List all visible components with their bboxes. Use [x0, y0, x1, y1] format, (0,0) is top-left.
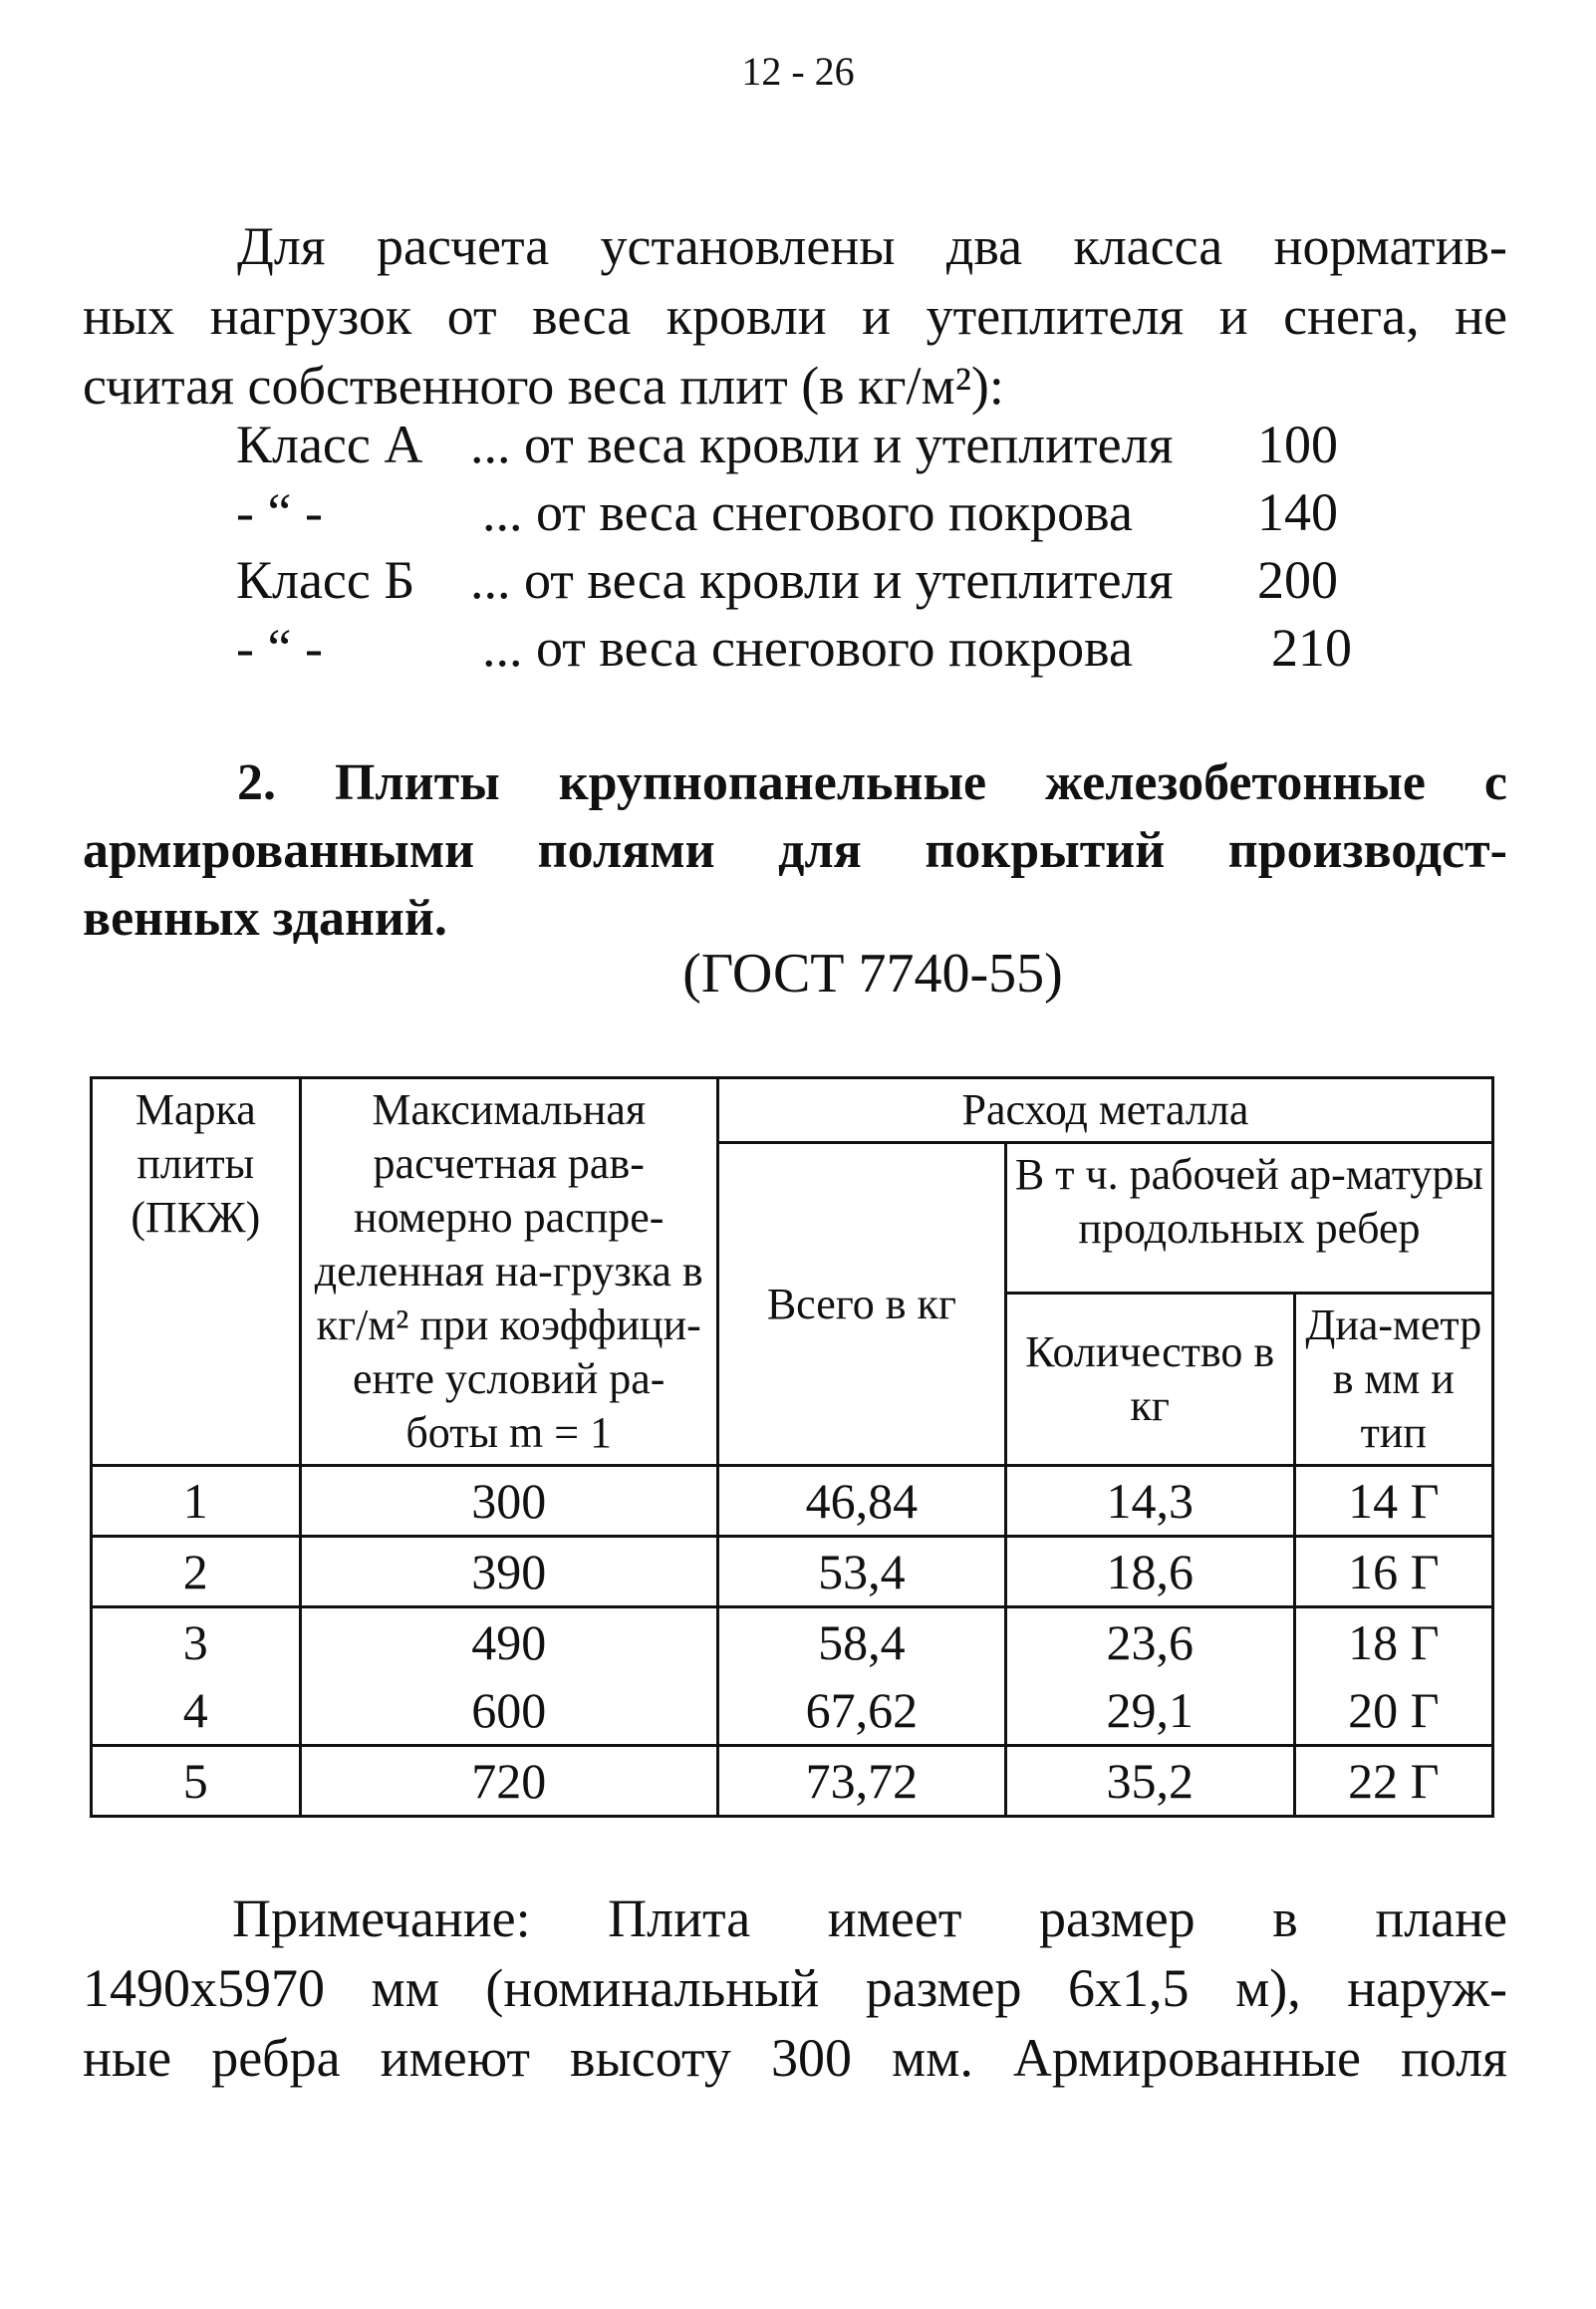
table-row — [92, 1466, 1493, 1537]
cell-quantity: 29,1 — [1005, 1676, 1294, 1746]
header-total: Всего в кг — [717, 1143, 1005, 1466]
slab-spec-table — [90, 1076, 1494, 1818]
cell-mark: 4 — [92, 1676, 301, 1746]
load-description: ... от веса снегового покрова — [482, 618, 1133, 678]
load-row — [236, 614, 1392, 682]
header-metal: Расход металла — [717, 1078, 1492, 1143]
cell-diameter: 22 Г — [1294, 1746, 1492, 1817]
note-line-2: 1490х5970 мм (номинальный размер 6х1,5 м), наруж- — [83, 1958, 1507, 2018]
header-quantity: Количество в кг — [1005, 1294, 1294, 1466]
table-row — [92, 1676, 1493, 1746]
section-heading — [83, 749, 1507, 953]
header-mark: Марка плиты (ПКЖ) — [92, 1078, 301, 1466]
load-value: 210 — [1271, 618, 1352, 678]
load-row — [236, 478, 1392, 546]
header-working: В т ч. рабочей ар-матуры продольных ребер — [1005, 1143, 1492, 1294]
note-line-3: ные ребра имеют высоту 300 мм. Армированные поля — [83, 2028, 1507, 2088]
cell-mark: 5 — [92, 1746, 301, 1817]
table-row — [92, 1607, 1493, 1677]
cell-total: 58,4 — [717, 1607, 1005, 1677]
cell-mark: 3 — [92, 1607, 301, 1677]
load-description: ... от веса кровли и утеплителя — [470, 550, 1174, 610]
table-row — [92, 1537, 1493, 1607]
cell-total: 46,84 — [717, 1466, 1005, 1537]
cell-mark: 2 — [92, 1537, 301, 1607]
cell-diameter: 16 Г — [1294, 1537, 1492, 1607]
intro-line-2: ных нагрузок от веса кровли и утеплителя и снега, не — [83, 286, 1507, 346]
cell-diameter: 20 Г — [1294, 1676, 1492, 1746]
cell-quantity: 23,6 — [1005, 1607, 1294, 1677]
heading-line-1: 2. Плиты крупнопанельные железобетонные с — [237, 754, 1507, 811]
header-diameter: Диа-метр в мм и тип — [1294, 1294, 1492, 1466]
cell-quantity: 14,3 — [1005, 1466, 1294, 1537]
cell-load: 720 — [300, 1746, 717, 1817]
heading-line-2: армированными полями для покрытий производст- — [83, 822, 1507, 879]
load-class-label: - “ - — [236, 618, 323, 678]
heading-line-3: венных зданий. — [83, 890, 447, 947]
table-row — [92, 1746, 1493, 1817]
cell-diameter: 14 Г — [1294, 1466, 1492, 1537]
cell-load: 490 — [300, 1607, 717, 1677]
cell-load: 390 — [300, 1537, 717, 1607]
note-line-1: Примечание: Плита имеет размер в плане — [232, 1888, 1507, 1948]
load-row — [236, 546, 1392, 614]
load-row — [236, 411, 1392, 478]
load-class-label: - “ - — [236, 482, 323, 542]
header-load: Максимальная расчетная рав-номерно распре-деленная на-грузка в кг/м² при коэффици-енте условий ра-боты m = 1 — [300, 1078, 717, 1466]
load-value: 100 — [1257, 415, 1338, 474]
cell-total: 73,72 — [717, 1746, 1005, 1817]
load-description: ... от веса снегового покрова — [482, 482, 1133, 542]
cell-total: 53,4 — [717, 1537, 1005, 1607]
intro-line-1: Для расчета установлены два класса норматив- — [237, 216, 1507, 276]
load-value: 140 — [1257, 482, 1338, 542]
page-number: 12 - 26 — [741, 49, 855, 94]
cell-load: 300 — [300, 1466, 717, 1537]
load-class-label: Класс Б — [236, 550, 415, 610]
cell-load: 600 — [300, 1676, 717, 1746]
note-paragraph — [83, 1883, 1507, 2093]
load-value: 200 — [1257, 550, 1338, 610]
cell-quantity: 35,2 — [1005, 1746, 1294, 1817]
cell-total: 67,62 — [717, 1676, 1005, 1746]
load-description: ... от веса кровли и утеплителя — [470, 415, 1174, 474]
intro-line-3: считая собственного веса плит (в кг/м²): — [83, 356, 1004, 416]
cell-diameter: 18 Г — [1294, 1607, 1492, 1677]
intro-paragraph — [83, 211, 1507, 421]
load-class-list — [236, 411, 1392, 682]
load-class-label: Класс А — [236, 415, 423, 474]
cell-mark: 1 — [92, 1466, 301, 1537]
gost-reference: (ГОСТ 7740-55) — [682, 943, 1063, 1005]
cell-quantity: 18,6 — [1005, 1537, 1294, 1607]
